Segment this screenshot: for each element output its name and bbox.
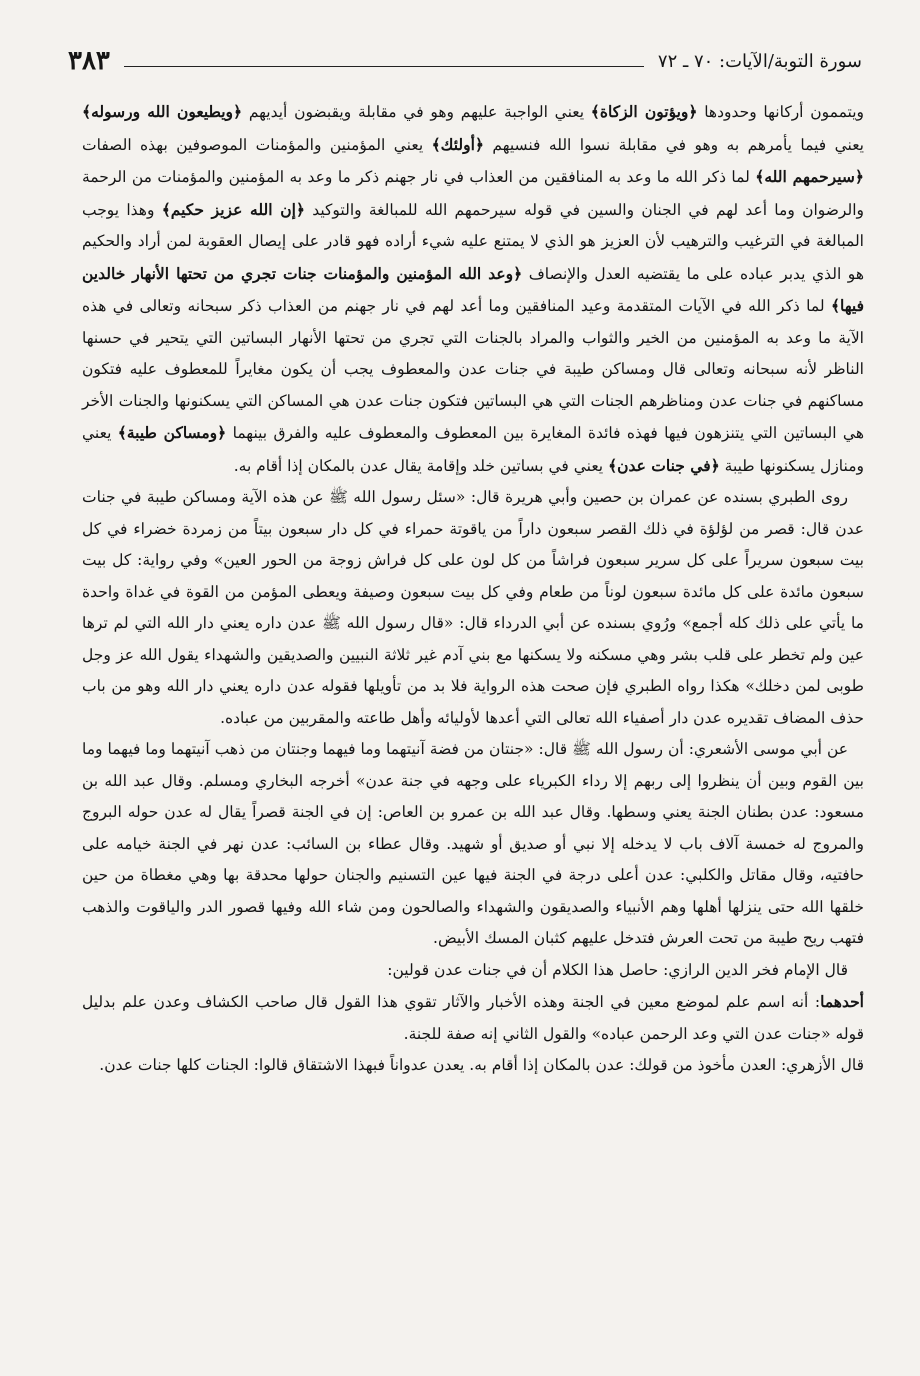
body-text [82, 96, 864, 1082]
paragraph [82, 955, 864, 987]
quran-quote: ﴿ويؤتون الزكاة﴾ [590, 102, 698, 121]
text-run: لما ذكر الله في الآيات المتقدمة وعيد المنافقين وما أعد لهم في نار جهنم من العذاب ذكر سبحانه وتعالى في هذه الآية ما وعد به المؤمنين من الخير والثواب والمراد بالجنات التي تجري من تحتها الأنهار البساتين التي يتحير في حسنها الناظر لأنه سبحانه وتعالى قال ومساكن طيبة في جنات عدن والمعطوف يجب أن يكون مغايراً للمعطوف عليه فتكون مساكنهم في جنات عدن ومناظرهم الجنات التي هي البساتين فتكون جنات عدن هي المساكن التي يسكنونها والجنات الأخر هي البساتين التي يتنزهون فيها فهذه فائدة المغايرة بين المعطوف والمعطوف عليه والفرق بينهما [82, 297, 864, 442]
quran-quote: ﴿سيرحمهم الله﴾ [755, 167, 864, 186]
text-run: يعني ومنازل يسكنونها طيبة [82, 424, 864, 475]
text-run: يعني المؤمنين والمؤمنات الموصوفين بهذه الصفات [82, 135, 432, 154]
quran-quote: ﴿إن الله عزيز حكيم﴾ [161, 199, 305, 219]
paragraph [82, 986, 864, 1050]
text-run: يعني فيما يأمرهم به وهو في مقابلة نسوا الله فنسيهم [483, 135, 864, 154]
running-title: سورة التوبة/الآيات: ٧٠ ـ ٧٢ [657, 50, 862, 72]
paragraph [82, 734, 864, 955]
text-run: عن أبي موسى الأشعري: أن رسول الله ﷺ قال: «جنتان من فضة آنيتهما وما فيهما وجنتان من ذهب آنيتهما وما فيهما وما بين القوم وبين أن ينظروا إلى ربهم إلا رداء الكبرياء على وجهه في جنة عدن» أخرجه البخاري ومسلم. وقال عبد الله بن مسعود: عدن بطنان الجنة يعني وسطها. وقال عبد الله بن عمرو بن العاص: إن في الجنة قصراً يقال له عدن حوله البروج والمروج له خمسة آلاف باب لا يدخله إلا نبي أو صديق أو شهيد. وقال عطاء بن السائب: عدن نهر في الجنة خيامه على حافتيه، وقال مقاتل والكلبي: عدن أعلى درجة في الجنة فيها عين التسنيم والجنان حولها محدقة بها وهي مغطاة من حين خلقها الله حتى ينزلها أهلها وهم الأنبياء والصديقون والشهداء والصالحون ومن شاء الله وفيها قصور الدر والياقوت والذهب فتهب ريح طيبة من تحت العرش فتدخل عليهم كثبان المسك الأبيض. [82, 740, 864, 947]
text-run: وهذا يوجب المبالغة في الترغيب والترهيب لأن العزيز هو الذي لا يمتنع عليه شيء أراده فهو قادر على إيصال العقوبة لمن أراد والحكيم هو الذي يدبر عباده على ما يقتضيه العدل والإنصاف [82, 200, 864, 283]
header-rule [124, 66, 644, 67]
text-run: لما ذكر الله ما وعد به المنافقين من العذاب في نار جهنم ذكر ما وعد به المؤمنين والمؤمنات من الرحمة والرضوان وما أعد لهم في الجنان والسين في قوله سيرحمهم الله للمبالغة والتوكيد [82, 168, 864, 219]
paragraph [82, 96, 864, 482]
text-run: ويتممون أركانها وحدودها [697, 103, 865, 121]
text-run: روى الطبري بسنده عن عمران بن حصين وأبي هريرة قال: «سئل رسول الله ﷺ عن هذه الآية ومساكن طيبة في جنات عدن قال: قصر من لؤلؤة في ذلك القصر سبعون داراً من ياقوتة حمراء في كل دار سبعون بيتاً من زمردة خضراء في كل بيت سبعون سريراً على كل سرير سبعون فراشاً من كل لون على كل فراش زوجة من الحور العين» وفي رواية: كل بيت سبعون مائدة على كل مائدة سبعون لوناً من طعام وفي كل بيت سبعون وصيفة ويعطى المؤمن من القوة في غداة واحدة ما يأتي على ذلك كله أجمع» ورُوي بسنده عن أبي الدرداء قال: «قال رسول الله ﷺ عدن داره يعني دار الله التي لم ترها عين ولم تخطر على قلب بشر وهي مسكنه ولا يسكنها مع بني آدم غير ثلاثة النبيين والصديقين والشهداء يقول الله عز وجل طوبى لمن دخلك» هكذا رواه الطبري فإن صحت هذه الرواية فلا بد من تأويلها فقوله عدن داره يعني دار الله وهو من باب حذف المضاف تقديره عدن دار أصفياء الله تعالى التي أعدها لأوليائه وأهل طاعته والمقربين من عباده. [82, 488, 864, 727]
text-run: يعني الواجبة عليهم وهو في مقابلة ويقبضون أيديهم [242, 103, 591, 121]
text-run: : أنه اسم علم لموضع معين في الجنة وهذه الأخبار والآثار تقوي هذا القول قال صاحب الكشاف وعدن علم بدليل قوله «جنات عدن التي وعد الرحمن عباده» والقول الثاني إنه صفة للجنة. [82, 993, 864, 1043]
quran-quote: ﴿أولئك﴾ [431, 134, 484, 154]
text-run: قال الأزهري: العدن مأخوذ من قولك: عدن بالمكان إذا أقام به. يعدن عدواناً فبهذا الاشتقاق قالوا: الجنات كلها جنات عدن. [99, 1056, 864, 1074]
quran-quote: أحدهما [820, 992, 864, 1011]
quran-quote: ﴿وعد الله المؤمنين والمؤمنات جنات تجري من تحتها الأنهار خالدين فيها﴾ [82, 263, 864, 315]
quran-quote: ﴿في جنات عدن﴾ [608, 455, 720, 475]
page-header [68, 44, 862, 78]
paragraph [82, 1050, 864, 1082]
quran-quote: ﴿ومساكن طيبة﴾ [117, 423, 227, 442]
paragraph [82, 482, 864, 734]
quran-quote: ﴿ويطيعون الله ورسوله﴾ [82, 102, 243, 121]
page-number: ٣٨٣ [68, 46, 110, 76]
text-run: قال الإمام فخر الدين الرازي: حاصل هذا الكلام أن في جنات عدن قولين: [387, 960, 848, 979]
text-run: يعني في بساتين خلد وإقامة يقال عدن بالمكان إذا أقام به. [233, 456, 609, 475]
